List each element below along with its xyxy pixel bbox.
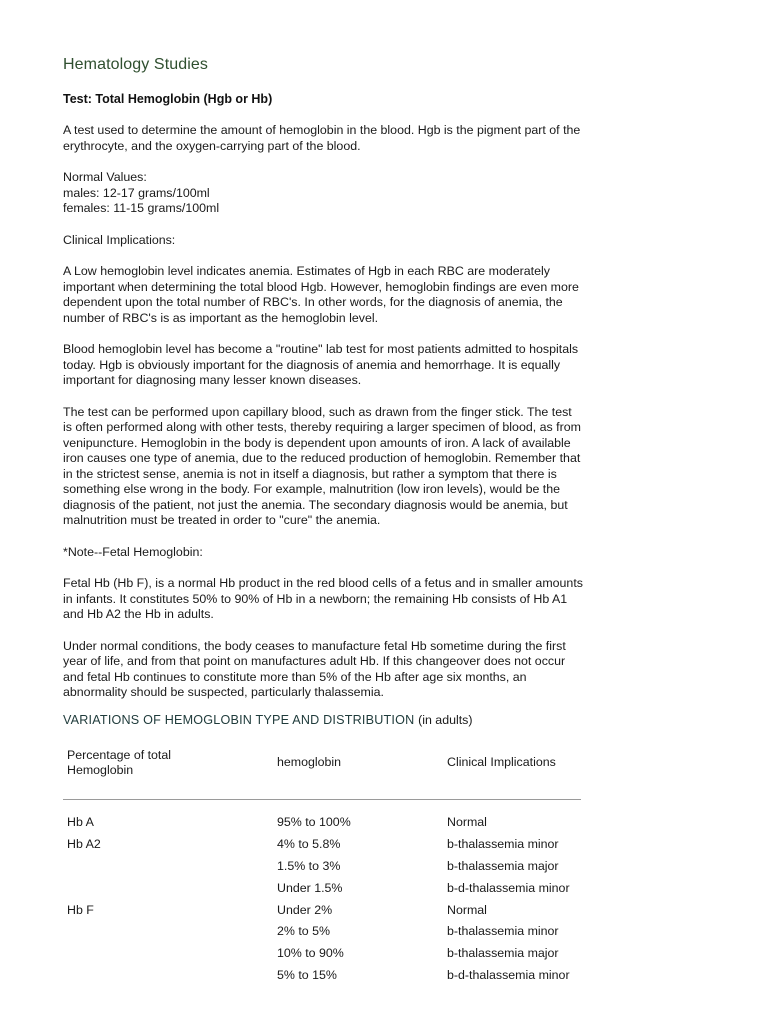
table-cell-type (63, 964, 273, 986)
table-cell-amount: 95% to 100% (277, 815, 351, 830)
table-cell-type: Hb A2 (67, 837, 101, 852)
table-cell-type (63, 942, 273, 964)
hemoglobin-variations-table (63, 748, 581, 986)
table-cell-amount: 1.5% to 3% (277, 858, 341, 873)
clinical-paragraph-3: The test can be performed upon capillary blood, such as drawn from the finger stick. The test is often performed along with other tests, thereby requiring a larger specimen of blood, as from venipuncture. Hemoglobin in the body is dependent upon amounts of iron. A lack of available iron causes one type of anemia, due to the reduced production of hemoglobin. Remember that in the strictest sense, anemia is not in itself a diagnosis, but rather a symptom that there is something else wrong in the body. For example, malnutrition (low iron levels), would be the diagnosis of the patient, not just the anemia. The secondary diagnosis would be anemia, but malnutrition must be treated in order to "cure" the anemia. (63, 404, 581, 527)
table-cell-implication: b-thalassemia major (447, 946, 559, 961)
fetal-note-heading: *Note--Fetal Hemoglobin: (63, 544, 203, 559)
table-cell-implication: b-thalassemia major (447, 858, 559, 873)
column-header-percentage: Percentage of total Hemoglobin (67, 747, 172, 777)
normal-values-block (63, 170, 583, 217)
table-cell-amount: 10% to 90% (277, 946, 344, 961)
variations-heading (63, 713, 583, 727)
table-cell-amount: 4% to 5.8% (277, 837, 341, 852)
test-heading: Test: Total Hemoglobin (Hgb or Hb) (63, 92, 273, 106)
table-cell-type: Hb F (67, 902, 94, 917)
clinical-implications-label: Clinical Implications: (63, 232, 176, 247)
table-row (63, 855, 581, 877)
intro-paragraph: A test used to determine the amount of hemoglobin in the blood. Hgb is the pigment part of the erythrocyte, and the oxygen-carrying part of the blood. (63, 123, 581, 153)
variations-heading-text: VARIATIONS OF HEMOGLOBIN TYPE AND DISTRIBUTION (63, 712, 415, 727)
table-cell-implication: Normal (447, 815, 487, 830)
table-cell-amount: Under 1.5% (277, 880, 343, 895)
table-row (63, 833, 581, 855)
variations-heading-suffix: (in adults) (418, 712, 473, 727)
table-cell-amount: 5% to 15% (277, 967, 337, 982)
table-cell-implication: b-d-thalassemia minor (447, 967, 570, 982)
table-row (63, 920, 581, 942)
clinical-paragraph-2: Blood hemoglobin level has become a "routine" lab test for most patients admitted to hospitals today. Hgb is obviously important for the diagnosis of anemia and hemorrhage. It is equally important for diagnosing many lesser known diseases. (63, 342, 579, 387)
fetal-paragraph-1: Fetal Hb (Hb F), is a normal Hb product in the red blood cells of a fetus and in smaller amounts in infants. It constitutes 50% to 90% of Hb in a newborn; the remaining Hb consists of Hb A1 and Hb A2 the Hb in adults. (63, 576, 583, 621)
table-cell-type (63, 855, 273, 877)
table-cell-type: Hb A (67, 815, 94, 830)
table-cell-amount: Under 2% (277, 902, 333, 917)
table-cell-amount: 2% to 5% (277, 924, 331, 939)
table-row (63, 799, 581, 833)
page-title: Hematology Studies (63, 56, 208, 73)
table-cell-type (63, 877, 273, 899)
table-row (63, 877, 581, 899)
normal-values-females: females: 11-15 grams/100ml (63, 201, 220, 215)
table-row (63, 899, 581, 921)
table-cell-implication: b-thalassemia minor (447, 837, 559, 852)
table-header-row (63, 748, 581, 800)
document-page (63, 56, 583, 986)
fetal-paragraph-2: Under normal conditions, the body ceases to manufacture fetal Hb sometime during the first year of life, and from that point on manufactures adult Hb. If this changeover does not occur and fetal Hb continues to constitute more than 5% of the Hb after age six months, an abnormality should be suspected, particularly thalassemia. (63, 638, 566, 699)
normal-values-label: Normal Values: (63, 170, 147, 184)
table-row (63, 964, 581, 986)
table-cell-implication: b-thalassemia minor (447, 924, 559, 939)
table-cell-type (63, 920, 273, 942)
column-header-clinical: Clinical Implications (447, 755, 556, 770)
column-header-hemoglobin: hemoglobin (277, 755, 342, 770)
table-row (63, 942, 581, 964)
normal-values-males: males: 12-17 grams/100ml (63, 185, 210, 200)
table-cell-implication: b-d-thalassemia minor (447, 880, 570, 895)
clinical-paragraph-1: A Low hemoglobin level indicates anemia. Estimates of Hgb in each RBC are moderately important when determining the total blood Hgb. However, hemoglobin findings are even more dependent upon the total number of RBC's. In other words, for the diagnosis of anemia, the number of RBC's is as important as the hemoglobin level. (63, 264, 579, 325)
table-cell-implication: Normal (447, 902, 487, 917)
